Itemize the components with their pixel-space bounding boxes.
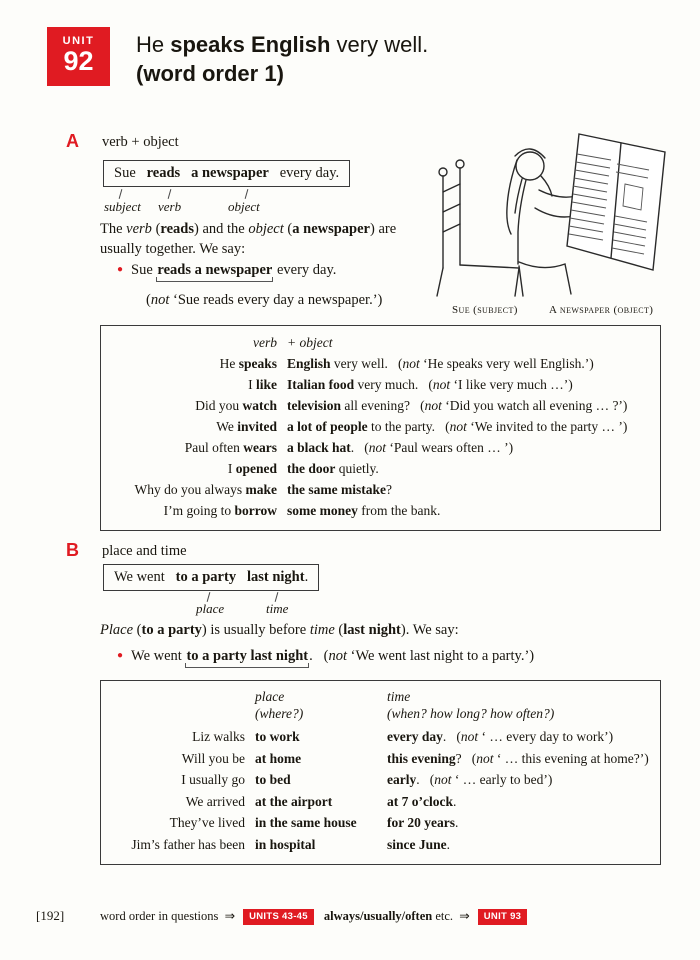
table-b-header-time — [387, 688, 650, 722]
unit-label: UNIT — [62, 35, 95, 47]
table-row — [109, 500, 650, 521]
header-place-line-2: (where?) — [255, 706, 304, 721]
unit-ref-badge-43-45: UNITS 43-45 — [243, 909, 314, 925]
table-row — [109, 374, 650, 395]
section-a-letter: A — [66, 131, 79, 151]
page-title — [136, 30, 428, 88]
bullet-example-a — [117, 262, 336, 279]
title-line-1: He speaks English very well. — [136, 32, 429, 57]
label-subject: subject — [104, 199, 141, 214]
row-left: Did you watch — [195, 398, 277, 413]
not-example-a: (not ‘Sue reads every day a newspaper.’) — [146, 292, 383, 308]
table-row — [109, 395, 650, 416]
row-right: English very well. (not ‘He speaks very well English.’) — [287, 356, 594, 371]
row-left: I opened — [227, 461, 277, 476]
table-row — [109, 834, 650, 856]
bullet-a-pre: Sue — [131, 262, 157, 278]
row-place: to bed — [255, 772, 291, 787]
table-row — [109, 458, 650, 479]
sue-reading-newspaper-illustration — [427, 120, 679, 302]
row-left: I’m going to borrow — [163, 503, 277, 518]
explanation-b: Place (to a party) is usually before time (last night). We say: — [100, 622, 459, 638]
row-time: for 20 years. — [387, 815, 459, 830]
row-left: He speaks — [219, 356, 277, 371]
bullet-icon: ● — [117, 650, 124, 661]
label-verb: verb — [158, 199, 182, 214]
bullet-b-post: . (not ‘We went last night to a party.’) — [309, 648, 535, 664]
table-row — [109, 479, 650, 500]
page-number: [192] — [36, 908, 65, 923]
connector-line — [245, 189, 249, 199]
row-right: television all evening? (not ‘Did you watch all evening … ?’) — [287, 398, 628, 413]
row-place: in hospital — [255, 836, 316, 852]
unit-number: 92 — [63, 46, 94, 76]
footer-ref-2: always/usually/often etc. ⇒ — [323, 909, 470, 923]
table-a-header-object: + object — [287, 335, 333, 350]
bullet-a-bracketed: reads a newspaper — [157, 262, 273, 278]
unit-ref-badge-93: UNIT 93 — [478, 909, 527, 925]
explanation-a-line-2: usually together. We say: — [100, 241, 246, 257]
caption-sue: Sue (subject) — [452, 304, 518, 316]
table-a-header-verb: verb — [253, 335, 277, 350]
footer-ref-1: word order in questions ⇒ — [100, 909, 236, 923]
label-place: place — [196, 601, 225, 616]
bullet-b-pre: We went — [131, 648, 186, 664]
row-right: the same mistake? — [287, 482, 392, 497]
row-subject: I usually go — [181, 772, 245, 787]
row-subject: They’ve lived — [169, 815, 245, 830]
table-a-header-row — [109, 332, 650, 353]
table-row — [109, 748, 650, 770]
bullet-a-post: every day. — [273, 262, 337, 278]
row-left: We invited — [216, 419, 277, 434]
table-row — [109, 726, 650, 748]
row-right: a black hat. (not ‘Paul wears often … ’) — [287, 440, 514, 455]
row-place: to work — [255, 729, 300, 744]
row-left: I like — [248, 377, 277, 392]
unit-badge — [47, 27, 110, 86]
row-subject: Liz walks — [192, 729, 245, 744]
bullet-example-b — [117, 648, 534, 665]
explanation-a — [100, 219, 396, 259]
row-right: some money from the bank. — [287, 503, 441, 518]
title-line-2: (word order 1) — [136, 61, 284, 87]
table-row — [109, 437, 650, 458]
table-row — [109, 416, 650, 437]
row-right: a lot of people to the party. (not ‘We invited to the party … ’) — [287, 419, 628, 434]
row-subject: Jim’s father has been — [131, 836, 245, 852]
row-right: the door quietly. — [287, 461, 379, 476]
table-row — [109, 812, 650, 834]
row-place: in the same house — [255, 815, 357, 830]
row-right: Italian food very much. (not ‘I like very much …’) — [287, 377, 573, 392]
section-b-letter: B — [66, 540, 79, 560]
explanation-a-line-1: The verb (reads) and the object (a newspaper) are — [100, 221, 397, 237]
connector-line — [168, 189, 172, 199]
row-place: at home — [255, 750, 302, 766]
section-a-heading: verb + object — [102, 134, 179, 150]
examples-table-a — [100, 325, 661, 531]
connector-line — [119, 189, 123, 199]
row-place: at the airport — [255, 793, 333, 809]
row-time: this evening? (not ‘ … this evening at home?’) — [387, 750, 649, 766]
row-left: Why do you always make — [134, 482, 277, 497]
examples-table-b — [100, 680, 661, 865]
row-subject: We arrived — [185, 793, 245, 809]
row-time: every day. (not ‘ … every day to work’) — [387, 729, 614, 744]
table-b-header-row — [109, 688, 650, 722]
empty-cell — [109, 688, 245, 722]
table-row — [109, 769, 650, 791]
bullet-icon: ● — [117, 264, 124, 275]
row-time: since June. — [387, 836, 451, 852]
header-time-line-2: (when? how long? how often?) — [387, 706, 555, 721]
label-time: time — [266, 601, 289, 616]
table-b-header-place — [255, 688, 377, 722]
row-time: at 7 o’clock. — [387, 793, 457, 809]
example-box-b: We went to a party last night. — [103, 564, 319, 591]
bullet-b-bracketed: to a party last night — [186, 648, 309, 664]
row-left: Paul often wears — [184, 440, 277, 455]
section-b-heading: place and time — [102, 543, 187, 559]
row-subject: Will you be — [181, 750, 245, 766]
label-object: object — [228, 199, 260, 214]
example-box-a: Sue reads a newspaper every day. — [103, 160, 350, 187]
header-place-line-1: place — [255, 689, 285, 704]
table-row — [109, 791, 650, 813]
footer-references — [100, 908, 537, 926]
caption-newspaper: A newspaper (object) — [549, 304, 654, 316]
row-time: early. (not ‘ … early to bed’) — [387, 772, 553, 787]
header-time-line-1: time — [387, 689, 411, 704]
table-row — [109, 353, 650, 374]
